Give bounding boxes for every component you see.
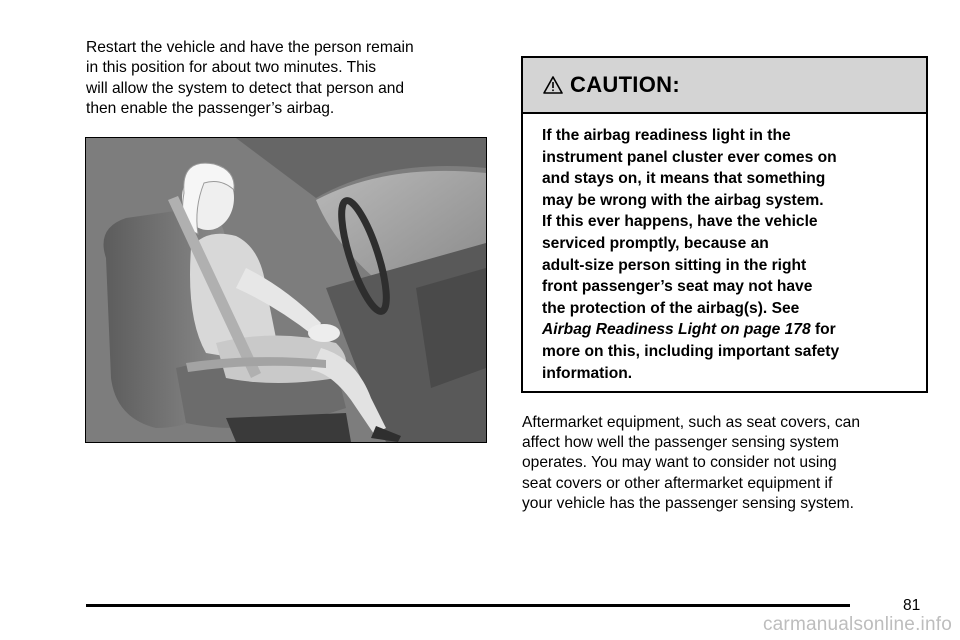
caution-line: more on this, including important safety [542, 342, 840, 360]
intro-paragraph [86, 38, 486, 120]
caution-title: CAUTION: [570, 72, 680, 97]
passenger-hands [308, 324, 340, 342]
intro-line: will allow the system to detect that person and [86, 79, 405, 97]
seat-track [226, 413, 351, 442]
aftermarket-line: Aftermarket equipment, such as seat covers, can [522, 414, 861, 431]
caution-line: information. [542, 364, 633, 382]
caution-text [523, 114, 926, 384]
caution-line: and stays on, it means that something [542, 170, 826, 188]
caution-header [523, 58, 926, 114]
caution-reference-line [542, 319, 926, 341]
caution-line-tail: for [810, 321, 836, 339]
page-number: 81 [903, 597, 921, 614]
caution-box [521, 56, 928, 393]
caution-line: If the airbag readiness light in the [542, 127, 791, 144]
warning-triangle-icon [543, 75, 563, 95]
intro-line: Restart the vehicle and have the person remain [86, 39, 414, 56]
caution-line: If this ever happens, have the vehicle [542, 213, 818, 231]
caution-line: adult-size person sitting in the right [542, 256, 807, 274]
caution-line: front passenger’s seat may not have [542, 278, 813, 296]
aftermarket-line: seat covers or other aftermarket equipment if [522, 474, 833, 492]
footer-rule [86, 604, 850, 607]
aftermarket-line: operates. You may want to consider not using [522, 454, 837, 472]
aftermarket-paragraph [522, 413, 932, 514]
caution-line: may be wrong with the airbag system. [542, 191, 824, 209]
aftermarket-line: affect how well the passenger sensing system [522, 434, 839, 452]
intro-line: then enable the passenger’s airbag. [86, 100, 335, 118]
aftermarket-line: your vehicle has the passenger sensing system. [522, 494, 854, 512]
caution-line: the protection of the airbag(s). See [542, 299, 800, 317]
caution-line: serviced promptly, because an [542, 234, 769, 252]
caution-line: instrument panel cluster ever comes on [542, 148, 837, 166]
passenger-seat-illustration [85, 137, 487, 443]
woman-seated-in-passenger-seat-illustration [86, 138, 486, 442]
airbag-readiness-light-link[interactable]: Airbag Readiness Light on page 178 [542, 321, 811, 339]
watermark: carmanualsonline.info [762, 614, 952, 635]
intro-line: in this position for about two minutes. This [86, 59, 377, 77]
